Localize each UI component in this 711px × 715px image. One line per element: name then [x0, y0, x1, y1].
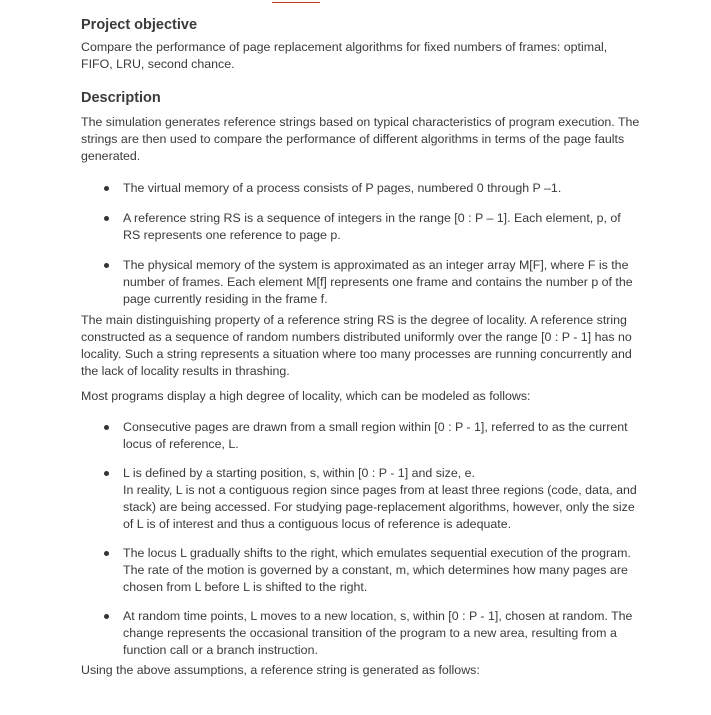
list-item — [81, 210, 641, 244]
bullet-icon — [104, 551, 109, 556]
list-item-text: Consecutive pages are drawn from a small region within [0 : P - 1], referred to as the current locus of reference, L. — [123, 420, 628, 451]
objective-text: Compare the performance of page replacement algorithms for fixed numbers of frames: optimal, FIFO, LRU, second chance. — [81, 40, 608, 71]
list-item-text: At random time points, L moves to a new location, s, within [0 : P - 1], chosen at random. The change represents the occasional transition of the program to a new area, resulting from a function call or a branch instruction. — [123, 609, 633, 657]
list-item — [81, 608, 641, 659]
list-item — [81, 545, 641, 596]
locality-model-list — [81, 419, 641, 659]
list-item — [81, 180, 641, 197]
bullet-icon — [104, 471, 109, 476]
bullet-icon — [104, 425, 109, 430]
list-item-text: L is defined by a starting position, s, within [0 : P - 1] and size, e. — [123, 466, 475, 480]
locality-paragraph: The main distinguishing property of a reference string RS is the degree of locality. A reference string constructed as a sequence of random numbers distributed uniformly over the range [0 : P - 1] has no locality. Such a string represents a situation where too many processes are running concurrently and the lack of locality results in thrashing. — [81, 313, 632, 378]
list-item-continuation: In reality, L is not a contiguous region since pages from at least three regions (code, data, and stack) are being accessed. For studying page-replacement algorithms, however, only the size of L is of interest and thus a contiguous locus of reference is adequate. — [123, 483, 637, 531]
bullet-icon — [104, 216, 109, 221]
list-item-text: The physical memory of the system is approximated as an integer array M[F], where F is the number of frames. Each element M[f] represents one frame and contains the number p of the page currently residing in the frame f. — [123, 258, 633, 306]
document-body — [81, 0, 641, 679]
heading-project-objective: Project objective — [81, 17, 198, 33]
list-item — [81, 257, 641, 308]
heading-description: Description — [81, 90, 161, 106]
programs-paragraph: Most programs display a high degree of locality, which can be modeled as follows: — [81, 389, 531, 403]
bullet-icon — [104, 614, 109, 619]
bullet-icon — [104, 186, 109, 191]
list-item — [81, 465, 641, 533]
memory-model-list — [81, 180, 641, 308]
description-intro: The simulation generates reference strings based on typical characteristics of program execution. The strings are then used to compare the performance of different algorithms in terms of the page faults generated. — [81, 115, 640, 163]
generation-intro: Using the above assumptions, a reference string is generated as follows: — [81, 663, 480, 677]
bullet-icon — [104, 263, 109, 268]
list-item-text: A reference string RS is a sequence of integers in the range [0 : P – 1]. Each element, p, of RS represents one reference to page p. — [123, 211, 621, 242]
list-item-text: The locus L gradually shifts to the right, which emulates sequential execution of the program. The rate of the motion is governed by a constant, m, which determines how many pages are chosen from L before L is shifted to the right. — [123, 546, 631, 594]
list-item — [81, 419, 641, 453]
list-item-text: The virtual memory of a process consists of P pages, numbered 0 through P –1. — [123, 181, 562, 195]
